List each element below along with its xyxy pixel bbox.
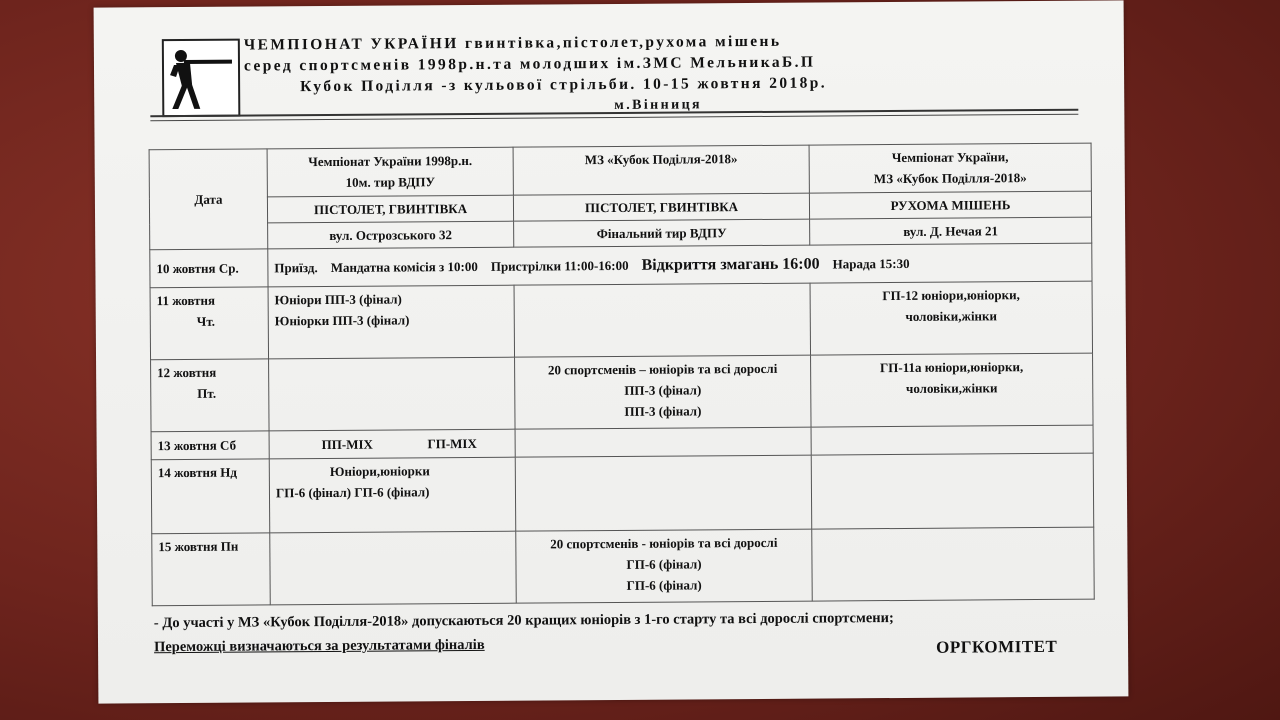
row-col2 <box>515 427 811 457</box>
header-line-2: серед спортсменів 1998р.н.та молодших ім.ЗМС МельникаБ.П <box>243 53 816 75</box>
row-col1: ПП-МІХ ГП-МІХ <box>269 429 515 459</box>
row-date: 14 жовтня Нд <box>151 459 270 534</box>
col1-title: Чемпіонат України 1998р.н. 10м. тир ВДПУ <box>267 147 513 197</box>
row-col3 <box>811 425 1093 455</box>
col2-venue: Фінальний тир ВДПУ <box>514 219 810 247</box>
opening-day-cell: Приїзд. Мандатна комісія з 10:00 Пристрілки 11:00-16:00 Відкриття змагань 16:00 Нарада 15:30 <box>268 243 1092 287</box>
table-row <box>151 453 1093 534</box>
row-date: 11 жовтня Чт. <box>150 287 268 360</box>
row-col2 <box>514 283 810 357</box>
row-col3: ГП-12 юніори,юніорки, чоловіки,жінки <box>810 281 1092 355</box>
header-line-3: Кубок Поділля -з кульової стрільби. 10-15 жовтня 2018р. <box>300 74 828 96</box>
date-column-header: Дата <box>149 149 268 250</box>
col3-title: Чемпіонат України, МЗ «Кубок Поділля-2018» <box>809 143 1091 193</box>
row-col2: 20 спортсменів – юніорів та всі дорослі ПП-3 (фінал) ПП-3 (фінал) <box>515 355 811 429</box>
row-col1 <box>269 357 515 431</box>
row-col3: ГП-11а юніори,юніорки, чоловіки,жінки <box>811 353 1093 427</box>
document-header <box>244 29 1075 119</box>
table-row <box>152 527 1094 606</box>
col2-title: МЗ «Кубок Поділля-2018» <box>513 145 809 195</box>
document-sheet <box>94 0 1129 703</box>
row-date: 15 жовтня Пн <box>152 533 270 606</box>
organizing-committee: ОРГКОМІТЕТ <box>936 636 1058 657</box>
row-date: 12 жовтня Пт. <box>151 359 269 432</box>
row-col2: 20 спортсменів - юніорів та всі дорослі ГП-6 (фінал) ГП-6 (фінал) <box>516 529 812 603</box>
header-city: м.Вінниця <box>614 97 703 113</box>
col1-venue: вул. Острозського 32 <box>268 221 514 249</box>
row-col1 <box>270 531 516 605</box>
row-col3 <box>811 453 1094 529</box>
row-col1: Юніори ПП-3 (фінал) Юніорки ПП-3 (фінал) <box>268 285 514 359</box>
row-col2 <box>515 455 812 531</box>
table-header-row <box>149 143 1091 198</box>
row-date: 13 жовтня Сб <box>151 431 269 460</box>
schedule-table <box>149 143 1095 607</box>
row-col3 <box>812 527 1094 601</box>
shooter-logo-icon <box>162 39 241 118</box>
col3-venue: вул. Д. Нечая 21 <box>810 217 1092 245</box>
col1-discipline: ПІСТОЛЕТ, ГВИНТІВКА <box>267 195 513 223</box>
header-line-1: ЧЕМПІОНАТ УКРАЇНИ гвинтівка,пістолет,рухома мішень <box>243 32 782 54</box>
col3-discipline: РУХОМА МІШЕНЬ <box>809 191 1091 219</box>
table-row <box>151 353 1093 432</box>
table-row <box>150 281 1092 360</box>
row-date: 10 жовтня Ср. <box>150 249 268 288</box>
table-row <box>150 243 1092 288</box>
row-col1: Юніори,юніорки ГП-6 (фінал) ГП-6 (фінал) <box>269 457 516 533</box>
col2-discipline: ПІСТОЛЕТ, ГВИНТІВКА <box>513 193 809 221</box>
winners-note: Переможці визначаються за результатами фіналів <box>153 636 485 656</box>
participation-note: - До участі у МЗ «Кубок Поділля-2018» допускаються 20 кращих юніорів з 1-го старту та всі дорослі спортсмени; <box>153 610 894 632</box>
